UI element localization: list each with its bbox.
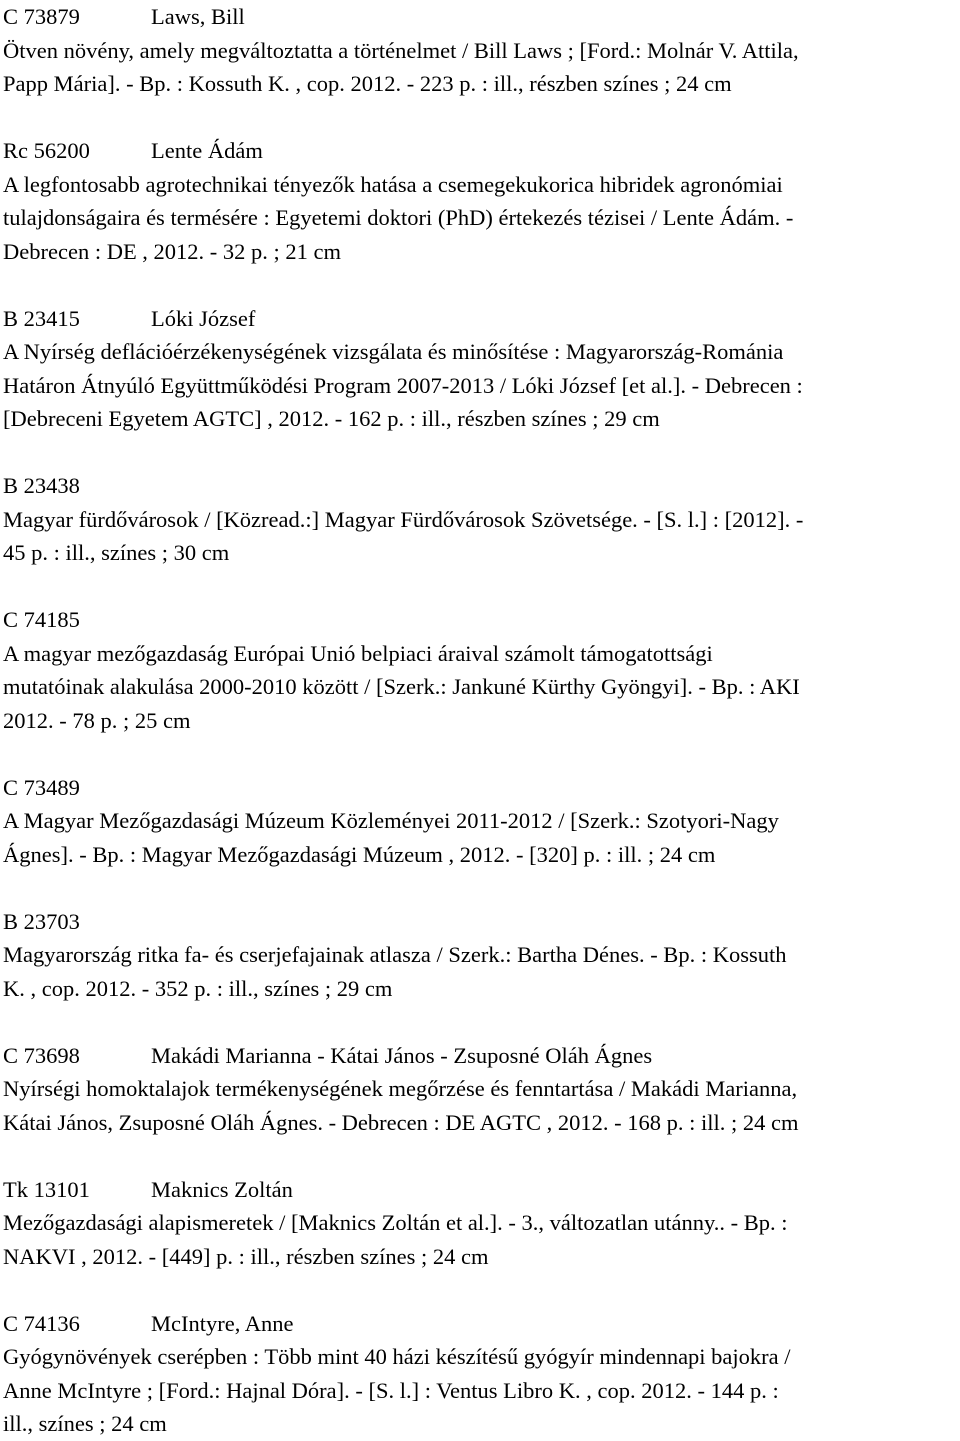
- entry-heading: [3, 603, 960, 637]
- catalog-entry: [3, 771, 960, 872]
- entry-heading: [3, 1173, 960, 1207]
- entry-text-line: A Nyírség deflációérzékenységének vizsgálata és minősítése : Magyarország-Románia: [3, 339, 784, 364]
- entry-text-line: Debrecen : DE , 2012. - 32 p. ; 21 cm: [3, 238, 342, 264]
- entry-text-line: [Debreceni Egyetem AGTC] , 2012. - 162 p. : ill., részben színes ; 29 cm: [3, 406, 660, 431]
- entry-text-line: A magyar mezőgazdaság Európai Unió belpiaci áraival számolt támogatottsági: [3, 640, 713, 666]
- entry-heading: [3, 469, 960, 503]
- call-number: C 73698: [3, 1042, 80, 1068]
- entry-text-line: Mezőgazdasági alapismeretek / [Maknics Zoltán et al.]. - 3., változatlan utánny.. - Bp. :: [3, 1210, 788, 1235]
- entry-heading: [3, 771, 960, 805]
- catalog-entry: [3, 905, 960, 1006]
- entry-text-line: 2012. - 78 p. ; 25 cm: [3, 707, 191, 733]
- entry-text-line: Magyar fürdővárosok / [Közread.:] Magyar Fürdővárosok Szövetsége. - [S. l.] : [2012]. -: [3, 506, 804, 532]
- entry-heading: [3, 905, 960, 939]
- entry-text-line: Nyírségi homoktalajok termékenységének megőrzése és fenntartása / Makádi Marianna,: [3, 1076, 798, 1101]
- call-number: C 74185: [3, 607, 80, 632]
- entry-heading: [3, 0, 960, 34]
- entry-text-line: 45 p. : ill., színes ; 30 cm: [3, 540, 230, 565]
- catalog-entry: [3, 1039, 960, 1140]
- entry-text-line: Határon Átnyúló Együttműködési Program 2007-2013 / Lóki József [et al.]. - Debrecen :: [3, 372, 803, 398]
- entry-author: Maknics Zoltán: [151, 1176, 293, 1202]
- catalog-entry: [3, 1173, 960, 1274]
- catalog-entry: [3, 1307, 960, 1441]
- entry-heading: [3, 1307, 960, 1341]
- entry-text-line: A legfontosabb agrotechnikai tényezők hatása a csemegekukorica hibridek agronómiai: [3, 171, 783, 197]
- entry-text-line: K. , cop. 2012. - 352 p. : ill., színes ; 29 cm: [3, 975, 393, 1001]
- entry-text-line: A Magyar Mezőgazdasági Múzeum Közleményei 2011-2012 / [Szerk.: Szotyori-Nagy: [3, 808, 779, 833]
- entry-text-line: Gyógynövények cserépben : Több mint 40 házi készítésű gyógyír mindennapi bajokra /: [3, 1344, 791, 1369]
- entry-text-line: Papp Mária]. - Bp. : Kossuth K. , cop. 2012. - 223 p. : ill., részben színes ; 24 cm: [3, 71, 732, 96]
- call-number: B 23703: [3, 908, 80, 934]
- entry-text-line: Magyarország ritka fa- és cserjefajainak atlasza / Szerk.: Bartha Dénes. - Bp. : Kossuth: [3, 942, 787, 967]
- call-number: C 73489: [3, 774, 80, 800]
- catalog-entry: [3, 469, 960, 570]
- catalog-entry: [3, 0, 960, 101]
- entry-heading: [3, 302, 960, 336]
- entry-text-line: Ágnes]. - Bp. : Magyar Mezőgazdasági Múzeum , 2012. - [320] p. : ill. ; 24 cm: [3, 841, 716, 867]
- call-number: B 23438: [3, 473, 80, 498]
- entry-text-line: ill., színes ; 24 cm: [3, 1411, 167, 1436]
- entry-author: McIntyre, Anne: [151, 1310, 294, 1336]
- call-number: C 73879: [3, 4, 80, 29]
- entry-author: Makádi Marianna - Kátai János - Zsuposné Oláh Ágnes: [151, 1042, 653, 1068]
- entry-heading: [3, 1039, 960, 1073]
- entry-text-line: NAKVI , 2012. - [449] p. : ill., részben színes ; 24 cm: [3, 1243, 489, 1269]
- entry-text-line: tulajdonságaira és termésére : Egyetemi doktori (PhD) értekezés tézisei / Lente Ádám. -: [3, 205, 794, 230]
- entry-text-line: Ötven növény, amely megváltoztatta a történelmet / Bill Laws ; [Ford.: Molnár V. Attila,: [3, 37, 799, 63]
- catalog-entry: [3, 134, 960, 268]
- catalog-entry: [3, 302, 960, 436]
- call-number: Tk 13101: [3, 1176, 90, 1202]
- call-number: C 74136: [3, 1310, 80, 1336]
- entry-heading: [3, 134, 960, 168]
- entry-text-line: Kátai János, Zsuposné Oláh Ágnes. - Debrecen : DE AGTC , 2012. - 168 p. : ill. ; 24 cm: [3, 1109, 799, 1135]
- catalog-entry: [3, 603, 960, 737]
- entry-author: Lóki József: [151, 305, 256, 331]
- call-number: B 23415: [3, 305, 80, 331]
- entry-text-line: mutatóinak alakulása 2000-2010 között / [Szerk.: Jankuné Kürthy Gyöngyi]. - Bp. : AKI: [3, 674, 800, 699]
- entry-text-line: Anne McIntyre ; [Ford.: Hajnal Dóra]. - [S. l.] : Ventus Libro K. , cop. 2012. - 144 p. :: [3, 1377, 779, 1403]
- call-number: Rc 56200: [3, 138, 90, 163]
- entry-author: Lente Ádám: [151, 138, 263, 163]
- entry-author: Laws, Bill: [151, 4, 245, 29]
